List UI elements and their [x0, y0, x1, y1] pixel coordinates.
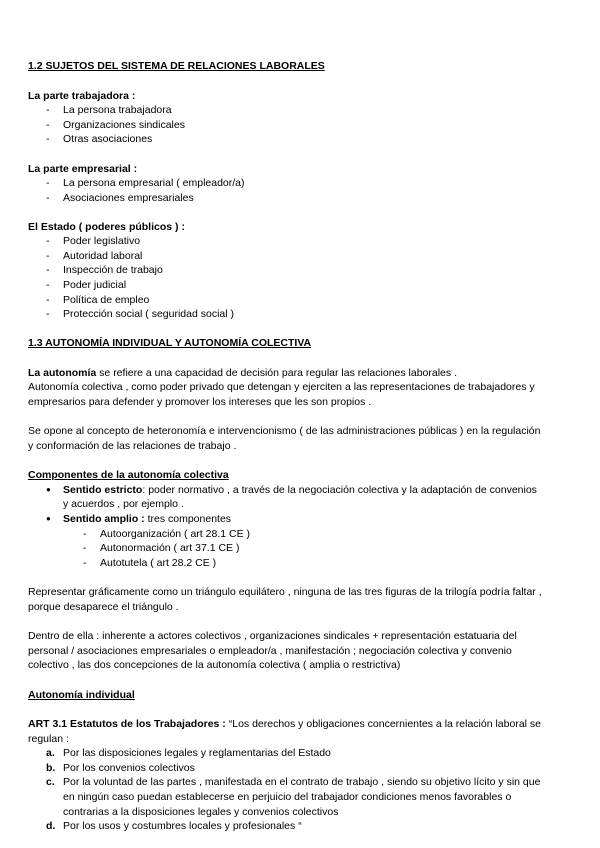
item-label: a. [46, 747, 55, 759]
term-sentido-amplio: Sentido amplio : [63, 513, 145, 525]
item-label: b. [46, 762, 56, 774]
paragraph-line: Se opone al concepto de heteronomía e intervencionismo ( de las administraciones públicas ) en la regulación [28, 425, 541, 437]
paragraph-line: y conformación de las relaciones de trabajo . [28, 440, 237, 452]
heading-autonomia-individual: Autonomía individual [28, 689, 135, 701]
term-art-3-1: ART 3.1 Estatutos de los Trabajadores : [28, 718, 226, 730]
term-sentido-estricto: Sentido estricto [63, 484, 143, 496]
list-item: - Organizaciones sindicales [63, 118, 185, 133]
lettered-item [46, 819, 302, 834]
paragraph-line: en ningún caso puedan establecerse en perjuicio del trabajador condiciones menos favorables o [63, 791, 512, 803]
list-item: - Política de empleo [63, 293, 149, 308]
heading-parte-trabajadora: La parte trabajadora : [28, 90, 136, 102]
paragraph-line: contrarias a la disposiciones legales y convenios colectivos [63, 806, 339, 818]
section-title-1-3: 1.3 AUTONOMÍA INDIVIDUAL Y AUTONOMÍA COLECTIVA [28, 337, 312, 349]
list-item: - Inspección de trabajo [63, 263, 163, 278]
text-span: “Los derechos y obligaciones concernientes a la relación laboral se [225, 718, 541, 730]
list-item: - Autoorganización ( art 28.1 CE ) [100, 527, 250, 542]
text-span: Por los usos y costumbres locales y profesionales “ [63, 820, 302, 832]
heading-parte-empresarial: La parte empresarial : [28, 163, 138, 175]
text-span: Por los convenios colectivos [63, 762, 195, 774]
lettered-item [46, 746, 331, 761]
paragraph-line: porque desaparece el triángulo . [28, 601, 179, 613]
text-span: se refiere a una capacidad de decisión para regular las relaciones laborales . [96, 367, 457, 379]
list-item: - Autoridad laboral [63, 249, 142, 264]
list-item: - Autonormación ( art 37.1 CE ) [100, 541, 239, 556]
paragraph-line: empresarios para defender y promover los intereses que les son propios . [28, 396, 372, 408]
bullet-item [63, 512, 231, 527]
text-span: Por la voluntad de las partes , manifestada en el contrato de trabajo , siendo su objetivo lícito y sin que [63, 776, 541, 788]
item-label: c. [46, 776, 55, 788]
text-span: tres componentes [144, 513, 232, 525]
heading-componentes: Componentes de la autonomía colectiva [28, 469, 229, 481]
list-item: - Poder legislativo [63, 234, 140, 249]
paragraph-line: regulan : [28, 733, 69, 745]
section-title-1-2: 1.2 SUJETOS DEL SISTEMA DE RELACIONES LABORALES [28, 60, 325, 72]
list-item: - Otras asociaciones [63, 132, 152, 147]
list-item: - Asociaciones empresariales [63, 191, 194, 206]
list-item: - Protección social ( seguridad social ) [63, 307, 234, 322]
paragraph-line: Autonomía colectiva , como poder privado que detengan y ejerciten a las representaciones de trabajadores y [28, 381, 535, 393]
list-item: - La persona empresarial ( empleador/a) [63, 176, 245, 191]
lettered-item [46, 761, 195, 776]
paragraph-line: personal / asociaciones empresariales o empleador/a , manifestación ; negociación colectiva y convenio [28, 645, 512, 657]
lettered-item [46, 775, 541, 790]
paragraph-line [28, 366, 457, 381]
text-span: : poder normativo , a través de la negociación colectiva y la adaptación de convenios [142, 484, 537, 496]
paragraph-line: y acuerdos , por ejemplo . [63, 498, 184, 510]
paragraph-line: Dentro de ella : inherente a actores colectivos , organizaciones sindicales + representación estatuaria del [28, 630, 517, 642]
list-item: - Autotutela ( art 28.2 CE ) [100, 556, 216, 571]
item-label: d. [46, 820, 56, 832]
text-span: Por las disposiciones legales y reglamentarias del Estado [63, 747, 331, 759]
bullet-item [63, 483, 537, 498]
list-item: - La persona trabajadora [63, 103, 172, 118]
heading-estado: El Estado ( poderes públicos ) : [28, 221, 185, 233]
term-autonomia: La autonomía [28, 367, 97, 379]
paragraph-line [28, 717, 541, 732]
paragraph-line: colectivo , las dos concepciones de la autonomía colectiva ( amplia o restrictiva) [28, 659, 401, 671]
paragraph-line: Representar gráficamente como un triángulo equilátero , ninguna de las tres figuras de la trilogía podría faltar , [28, 586, 542, 598]
list-item: - Poder judicial [63, 278, 126, 293]
